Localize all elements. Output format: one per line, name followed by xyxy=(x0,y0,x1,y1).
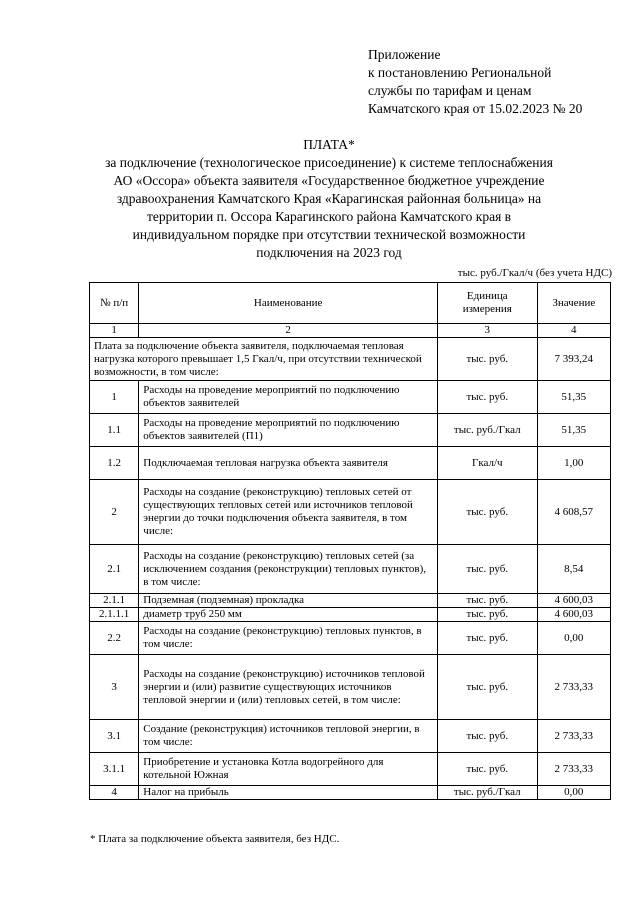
row-number: 3.1 xyxy=(90,720,139,753)
row-value: 2 733,33 xyxy=(537,753,610,786)
row-name: Создание (реконструкция) источников тепловой энергии, в том числе: xyxy=(139,720,438,753)
row-number: 3.1.1 xyxy=(90,753,139,786)
table-row xyxy=(90,414,611,447)
fee-table xyxy=(89,282,611,800)
row-number: 1.1 xyxy=(90,414,139,447)
row-unit: тыс. руб./Гкал xyxy=(438,786,538,800)
appendix-line: к постановлению Региональной xyxy=(368,65,552,80)
row-value: 2 733,33 xyxy=(537,720,610,753)
appendix-line: Камчатского края от 15.02.2023 № 20 xyxy=(368,101,583,116)
row-unit: тыс. руб. xyxy=(438,720,538,753)
summary-row xyxy=(90,338,611,381)
title-line: здравоохранения Камчатского Края «Карагинская районная больница» на xyxy=(116,191,542,206)
col-number: 2 xyxy=(139,324,438,338)
summary-unit: тыс. руб. xyxy=(438,338,538,381)
header-unit: Единица измерения xyxy=(438,283,538,324)
row-unit: тыс. руб. xyxy=(438,655,538,720)
row-name: Налог на прибыль xyxy=(139,786,438,800)
table-header-row xyxy=(90,283,611,324)
row-number: 3 xyxy=(90,655,139,720)
table-row xyxy=(90,622,611,655)
row-value: 0,00 xyxy=(537,622,610,655)
row-value: 51,35 xyxy=(537,381,610,414)
table-row xyxy=(90,545,611,594)
table-row xyxy=(90,608,611,622)
row-name: Подключаемая тепловая нагрузка объекта заявителя xyxy=(139,447,438,480)
row-unit: тыс. руб. xyxy=(438,381,538,414)
row-unit: тыс. руб./Гкал xyxy=(438,414,538,447)
row-number: 1 xyxy=(90,381,139,414)
table-row xyxy=(90,655,611,720)
row-unit: тыс. руб. xyxy=(438,608,538,622)
title-line: территории п. Оссора Карагинского района Камчатского края в xyxy=(146,209,512,224)
title-line: АО «Оссора» объекта заявителя «Государственное бюджетное учреждение xyxy=(113,173,545,188)
row-number: 1.2 xyxy=(90,447,139,480)
row-number: 2.1.1.1 xyxy=(90,608,139,622)
row-unit: тыс. руб. xyxy=(438,622,538,655)
row-number: 2.1.1 xyxy=(90,594,139,608)
table-row xyxy=(90,480,611,545)
row-value: 4 600,03 xyxy=(537,608,610,622)
footnote: * Плата за подключение объекта заявителя, без НДС. xyxy=(90,833,340,845)
table-row xyxy=(90,753,611,786)
row-name: Расходы на создание (реконструкцию) тепловых сетей (за исключением создания (реконструкции) тепловых пунктов), в том числе: xyxy=(139,545,438,594)
row-name: Расходы на проведение мероприятий по подключению объектов заявителей (П1) xyxy=(139,414,438,447)
row-unit: тыс. руб. xyxy=(438,594,538,608)
title-heading: ПЛАТА* xyxy=(303,137,355,152)
row-value: 0,00 xyxy=(537,786,610,800)
row-number: 2.2 xyxy=(90,622,139,655)
col-number: 3 xyxy=(438,324,538,338)
col-number: 1 xyxy=(90,324,139,338)
row-value: 4 608,57 xyxy=(537,480,610,545)
table-row xyxy=(90,720,611,753)
row-name: Расходы на создание (реконструкцию) тепловых пунктов, в том числе: xyxy=(139,622,438,655)
summary-name: Плата за подключение объекта заявителя, подключаемая тепловая нагрузка которого превышает 1,5 Гкал/ч, при отсутствии технической возможности, в том числе: xyxy=(90,338,438,381)
row-unit: тыс. руб. xyxy=(438,480,538,545)
row-number: 2.1 xyxy=(90,545,139,594)
row-unit: тыс. руб. xyxy=(438,545,538,594)
col-number: 4 xyxy=(537,324,610,338)
row-name: диаметр труб 250 мм xyxy=(139,608,438,622)
table-row xyxy=(90,594,611,608)
title-line: индивидуальном порядке при отсутствии технической возможности xyxy=(132,227,526,242)
header-value: Значение xyxy=(537,283,610,324)
units-note: тыс. руб./Гкал/ч (без учета НДС) xyxy=(457,267,612,279)
table-row xyxy=(90,786,611,800)
appendix-block xyxy=(368,46,628,118)
document-title xyxy=(84,136,574,262)
column-number-row xyxy=(90,324,611,338)
row-name: Расходы на проведение мероприятий по подключению объектов заявителей xyxy=(139,381,438,414)
row-unit: тыс. руб. xyxy=(438,753,538,786)
row-name: Расходы на создание (реконструкцию) источников тепловой энергии и (или) развитие существующих источников тепловой энергии и (или) тепловых сетей, в том числе: xyxy=(139,655,438,720)
row-unit: Гкал/ч xyxy=(438,447,538,480)
row-value: 1,00 xyxy=(537,447,610,480)
header-name: Наименование xyxy=(139,283,438,324)
header-num: № п/п xyxy=(90,283,139,324)
row-value: 2 733,33 xyxy=(537,655,610,720)
table-row xyxy=(90,381,611,414)
row-value: 8,54 xyxy=(537,545,610,594)
row-value: 4 600,03 xyxy=(537,594,610,608)
appendix-line: службы по тарифам и ценам xyxy=(368,83,532,98)
row-name: Приобретение и установка Котла водогрейного для котельной Южная xyxy=(139,753,438,786)
row-name: Расходы на создание (реконструкцию) тепловых сетей от существующих тепловых сетей или источников тепловой энергии до точки подключения объекта заявителя, в том числе: xyxy=(139,480,438,545)
row-name: Подземная (подземная) прокладка xyxy=(139,594,438,608)
table-row xyxy=(90,447,611,480)
row-number: 2 xyxy=(90,480,139,545)
summary-value: 7 393,24 xyxy=(537,338,610,381)
appendix-line: Приложение xyxy=(368,47,441,62)
row-number: 4 xyxy=(90,786,139,800)
row-value: 51,35 xyxy=(537,414,610,447)
title-line: за подключение (технологическое присоединение) к системе теплоснабжения xyxy=(105,155,553,170)
title-line: подключения на 2023 год xyxy=(256,245,402,260)
